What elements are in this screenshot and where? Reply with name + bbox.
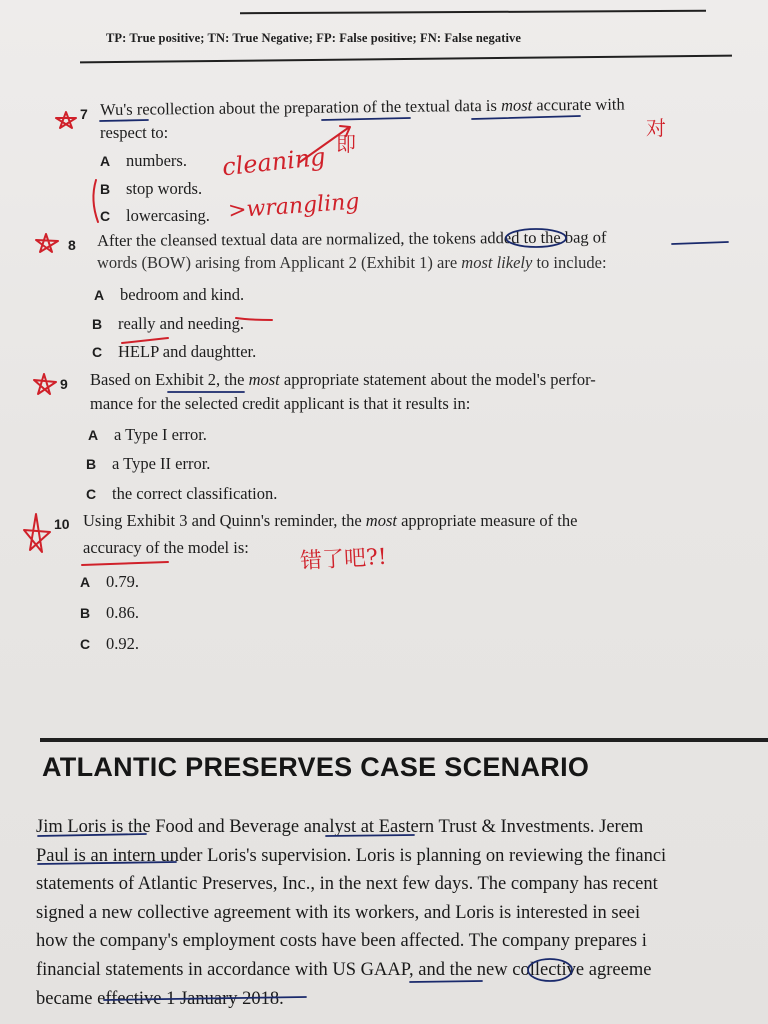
stem-emphasis: most bbox=[500, 95, 533, 115]
stem-emphasis: most bbox=[248, 370, 280, 389]
option-text: bedroom and kind. bbox=[120, 285, 245, 304]
question-stem: After the cleansed textual data are normalized, the tokens added to the bag of bbox=[97, 227, 607, 250]
option-letter: A bbox=[80, 574, 91, 590]
paragraph-line: how the company's employment costs have been affected. The company prepares i bbox=[36, 931, 647, 952]
paragraph-line: Paul is an intern under Loris's supervision. Loris is planning on reviewing the financi bbox=[36, 845, 667, 866]
option-a[interactable] bbox=[100, 151, 187, 171]
stem-emphasis: most bbox=[365, 511, 397, 530]
question-stem bbox=[83, 510, 577, 532]
handwritten-wrangling: >wrangling bbox=[227, 189, 361, 224]
option-text: 0.86. bbox=[106, 603, 139, 622]
case-scenario-paragraph bbox=[36, 813, 768, 1013]
option-b[interactable] bbox=[100, 179, 202, 199]
handwritten-note: 错了吧?! bbox=[299, 544, 388, 575]
option-b[interactable] bbox=[86, 454, 210, 474]
option-a[interactable] bbox=[94, 285, 244, 305]
option-text: 0.79. bbox=[106, 572, 139, 591]
option-text: really and needing. bbox=[118, 314, 244, 333]
stem-text: to include: bbox=[532, 253, 607, 272]
paragraph-line: statements of Atlantic Preserves, Inc., in the next few days. The company has recent bbox=[36, 874, 658, 895]
option-c[interactable] bbox=[86, 484, 277, 504]
option-letter: B bbox=[100, 181, 111, 197]
option-letter: C bbox=[100, 208, 111, 224]
option-text: HELP and daughtter. bbox=[118, 342, 257, 361]
option-text: stop words. bbox=[126, 179, 203, 198]
stem-emphasis: most likely bbox=[461, 253, 533, 272]
handwritten-cleaning: cleaning bbox=[220, 142, 327, 182]
confusion-matrix-legend: TP: True positive; TN: True Negative; FP: False positive; FN: False negative bbox=[106, 31, 522, 45]
question-stem-line2 bbox=[97, 252, 607, 274]
paragraph-line: Jim Loris is the Food and Beverage analyst at Eastern Trust & Investments. Jerem bbox=[36, 817, 644, 837]
stem-text: Using Exhibit 3 and Quinn's reminder, the bbox=[83, 511, 366, 530]
stem-text: words (BOW) arising from Applicant 2 (Exhibit 1) are bbox=[97, 253, 462, 272]
stem-text: Wu's recollection about the preparation of the textual data is bbox=[100, 95, 502, 119]
option-letter: A bbox=[94, 287, 105, 303]
option-letter: B bbox=[80, 605, 91, 621]
stem-text: appropriate measure of the bbox=[396, 511, 578, 530]
question-stem-line2: accuracy of the model is: bbox=[83, 538, 249, 557]
handwritten-note: 对 bbox=[646, 116, 666, 140]
question-number: 9 bbox=[60, 376, 68, 392]
option-a[interactable] bbox=[88, 425, 207, 445]
question-number: 8 bbox=[68, 237, 76, 253]
option-c[interactable] bbox=[100, 206, 210, 226]
option-letter: C bbox=[92, 344, 103, 360]
option-text: a Type I error. bbox=[114, 425, 207, 444]
case-scenario-title: ATLANTIC PRESERVES CASE SCENARIO bbox=[42, 752, 590, 782]
case-section-rule bbox=[40, 738, 768, 742]
paragraph-line: signed a new collective agreement with its workers, and Loris is interested in seei bbox=[36, 902, 641, 923]
option-text: lowercasing. bbox=[126, 206, 210, 225]
stem-text: accurate with bbox=[532, 94, 625, 115]
question-number: 7 bbox=[80, 106, 88, 122]
paragraph-line: financial statements in accordance with US GAAP, and the new collective agreeme bbox=[36, 959, 652, 980]
option-c[interactable] bbox=[92, 342, 256, 362]
option-c[interactable] bbox=[80, 634, 139, 654]
question-stem-line2: respect to: bbox=[100, 123, 169, 142]
question-stem-line2: mance for the selected credit applicant is that it results in: bbox=[90, 394, 471, 413]
option-letter: C bbox=[86, 486, 97, 502]
option-text: a Type II error. bbox=[112, 454, 211, 473]
option-text: 0.92. bbox=[106, 634, 139, 653]
question-number: 10 bbox=[54, 516, 70, 532]
paragraph-line: became effective 1 January 2018. bbox=[36, 988, 284, 1009]
option-b[interactable] bbox=[80, 603, 139, 623]
option-letter: C bbox=[80, 636, 91, 652]
stem-text: appropriate statement about the model's perfor- bbox=[279, 370, 596, 389]
question-stem bbox=[90, 369, 596, 391]
option-letter: A bbox=[88, 427, 99, 443]
bleed-through-area bbox=[560, 310, 564, 326]
option-letter: B bbox=[92, 316, 103, 332]
option-text: numbers. bbox=[126, 151, 187, 170]
option-b[interactable] bbox=[92, 314, 244, 334]
option-letter: B bbox=[86, 456, 97, 472]
option-letter: A bbox=[100, 153, 111, 169]
stem-text: Based on Exhibit 2, the bbox=[90, 370, 249, 389]
option-text: the correct classification. bbox=[112, 484, 278, 503]
option-a[interactable] bbox=[80, 572, 139, 592]
handwritten-note: 即 bbox=[336, 132, 356, 156]
